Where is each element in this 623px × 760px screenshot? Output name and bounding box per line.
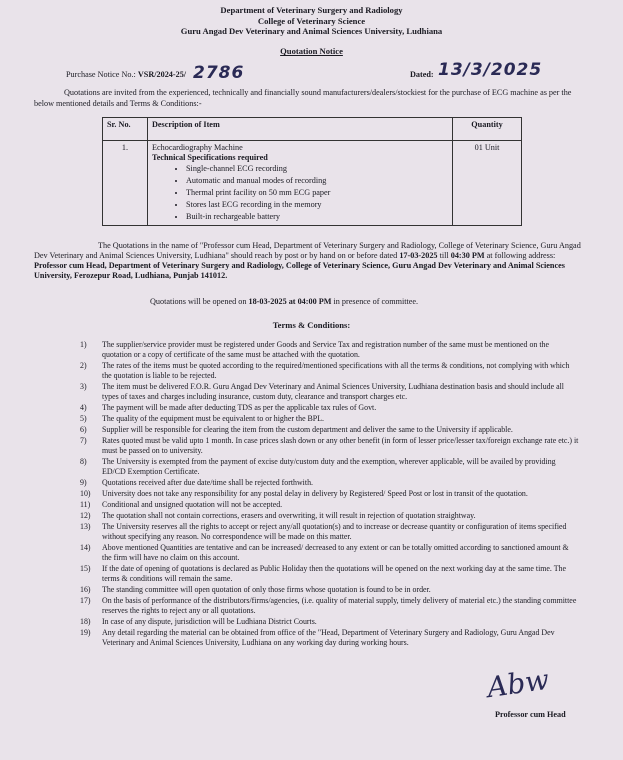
term-number: 12) (80, 511, 91, 521)
opening-text-2: in presence of committee. (331, 297, 419, 306)
term-item (80, 628, 580, 648)
spec-item: • Thermal print facility on 50 mm ECG paper (186, 187, 448, 199)
signatory-title: Professor cum Head (495, 710, 566, 719)
submission-deadline: 17-03-2025 (399, 251, 438, 260)
spec-item: • Automatic and manual modes of recording (186, 175, 448, 187)
term-number: 9) (80, 477, 87, 487)
term-number: 10) (80, 488, 91, 498)
term-text: On the basis of performance of the distributors/firms/agencies, (i.e. quality of material supply, timely delivery of material etc.) the standing committee reserves the rights to reject any or all quotations. (102, 595, 577, 615)
university-name: Guru Angad Dev Veterinary and Animal Sciences University, Ludhiana (180, 26, 443, 36)
term-text: The University reserves all the rights to accept or reject any/all quotation(s) and to increase or decrease quantity or configuration of items specified without specifying any reason. No correspondence will be made on this matter. (102, 522, 567, 541)
term-item (80, 478, 580, 488)
cell-description (148, 141, 453, 226)
opening-text-1: Quotations will be opened on (150, 297, 249, 306)
term-item (80, 596, 580, 616)
term-item (80, 340, 580, 360)
term-number: 13) (80, 522, 91, 532)
term-number: 15) (80, 563, 91, 573)
item-name: Echocardiography Machine (152, 143, 243, 152)
spec-list (152, 163, 448, 223)
cell-sr-no: 1. (103, 141, 148, 226)
term-text: Any detail regarding the material can be obtained from office of the "Head, Department of Veterinary Surgery and Radiology, Guru Angad Dev Veterinary and Animal Sciences University, Ludhiana on any working day during working hours. (102, 627, 555, 647)
term-item (80, 403, 580, 413)
term-text: The quality of the equipment must be equivalent to or higher the BPL. (102, 413, 324, 423)
term-number: 16) (80, 584, 91, 594)
term-item (80, 436, 580, 456)
term-text: Conditional and unsigned quotation will not be accepted. (102, 499, 283, 509)
term-text: Supplier will be responsible for clearing the item from the custom department and deliver the same to the University if applicable. (102, 424, 513, 434)
header-quantity: Quantity (453, 118, 522, 141)
notice-title: Quotation Notice (280, 46, 343, 56)
handwritten-date: 13/3/2025 (438, 60, 543, 80)
term-text: The standing committee will open quotation of only those firms whose quotation is found to be in order. (102, 584, 431, 594)
spec-item: • Single-channel ECG recording (186, 163, 448, 175)
table-header-row (103, 118, 522, 141)
term-text: The University is exempted from the payment of excise duty/custom duty and the exemption, wherever applicable, will be availed by providing ED/CD Exemption Certificate. (102, 456, 556, 476)
term-text: The item must be delivered F.O.R. Guru Angad Dev Veterinary and Animal Sciences University, Ludhiana destination basis and should include all types of taxes and charges including insurance, custom duty, clearance and transport charges etc. (102, 381, 564, 401)
purchase-notice-number (66, 70, 186, 79)
term-number: 7) (80, 435, 87, 445)
term-text: University does not take any responsibility for any postal delay in delivery by Registered/ Speed Post or lost in transit of the quotation. (102, 488, 528, 498)
tech-spec-heading: Technical Specifications required (152, 153, 268, 162)
term-number: 19) (80, 627, 91, 637)
purchase-notice-prefix: VSR/2024-25/ (137, 70, 187, 79)
term-number: 1) (80, 340, 87, 349)
term-item (80, 425, 580, 435)
submission-address: Professor cum Head, Department of Veterinary Surgery and Radiology, College of Veterinary Science, Guru Angad Dev Veterinary and Animal Sciences University, Ferozepur Road, Ludhiana, Punjab 141012. (34, 261, 565, 280)
letterhead (0, 5, 623, 37)
term-text: The supplier/service provider must be registered under Goods and Service Tax and registration number of the same must be mentioned on the quotation or a copy of certificate of the same must be attached with the quotation. (102, 340, 549, 359)
term-item (80, 382, 580, 402)
term-item (80, 585, 580, 595)
term-item (80, 564, 580, 584)
table-row (103, 141, 522, 226)
purchase-notice-label: Purchase Notice No.: (66, 70, 136, 79)
term-number: 3) (80, 381, 87, 391)
terms-list (80, 340, 580, 649)
submission-time: 04:30 PM (450, 251, 485, 260)
term-number: 2) (80, 360, 87, 370)
college-name: College of Veterinary Science (257, 15, 366, 26)
intro-paragraph: Quotations are invited from the experienced, technically and financially sound manufacturers/dealers/stockiest for the purchase of ECG machine as per the below mentioned details and Terms & Conditions:- (34, 88, 572, 108)
term-number: 6) (80, 424, 87, 434)
term-item (80, 489, 580, 499)
submission-paragraph (34, 241, 582, 281)
term-text: Rates quoted must be valid upto 1 month. In case prices slash down or any other benefit (in form of lesser price/lesser tax/foreign exchange rate etc.) it must be passed on to university. (102, 435, 579, 455)
term-number: 5) (80, 413, 87, 423)
term-item (80, 522, 580, 542)
terms-title: Terms & Conditions: (272, 320, 351, 330)
items-table (102, 117, 522, 226)
term-item (80, 543, 580, 563)
term-text: In case of any dispute, jurisdiction will be Ludhiana District Courts. (102, 616, 317, 626)
spec-item: • Stores last ECG recording in the memory (186, 199, 448, 211)
opening-paragraph (150, 297, 418, 307)
submission-text-1: The Quotations in the name of "Professor cum Head, Department of Veterinary Surgery and Radiology, College of Veterinary Science, Guru Angad Dev Veterinary and Animal Sciences University, Ludhiana" should reach by post or by hand on or before dated (34, 241, 581, 260)
opening-datetime: 18-03-2025 at 04:00 PM (248, 297, 332, 306)
term-text: The payment will be made after deducting TDS as per the applicable tax rules of Govt. (102, 402, 377, 412)
dated-label: Dated: (410, 70, 434, 79)
submission-text-3: at following address: (484, 251, 556, 260)
term-number: 8) (80, 456, 87, 466)
term-text: If the date of opening of quotations is declared as Public Holiday then the quotations will be opened on the next working day at the same time. The terms & conditions will remain the same. (102, 563, 566, 583)
term-number: 11) (80, 499, 91, 509)
term-text: Quotations received after due date/time shall be rejected forthwith. (102, 477, 313, 487)
term-text: The rates of the items must be quoted according to the required/mentioned specifications with all the terms & conditions, not complying with which the quotation is liable to be rejected. (102, 360, 570, 380)
handwritten-notice-number: 2786 (193, 63, 245, 83)
term-item (80, 457, 580, 477)
term-number: 14) (80, 543, 91, 552)
term-number: 18) (80, 616, 91, 626)
term-item (80, 617, 580, 627)
term-number: 4) (80, 402, 87, 412)
spec-item: • Built-in rechargeable battery (186, 211, 448, 223)
signature-scribble: Abw (485, 662, 552, 705)
term-number: 17) (80, 595, 91, 605)
term-text: Above mentioned Quantities are tentative and can be increased/ decreased to any extent or can be totally omitted according to sanctioned amount & the firm will have no claim on this account. (102, 543, 569, 562)
cell-quantity: 01 Unit (453, 141, 522, 226)
header-description: Description of Item (148, 118, 453, 141)
term-item (80, 361, 580, 381)
department-name: Department of Veterinary Surgery and Radiology (220, 5, 403, 15)
term-item (80, 511, 580, 521)
term-text: The quotation shall not contain corrections, erasers and overwriting, it will result in rejection of quotation straightway. (102, 511, 476, 521)
header-sr-no: Sr. No. (103, 118, 148, 141)
submission-text-2: till (437, 251, 451, 260)
term-item (80, 500, 580, 510)
term-item (80, 414, 580, 424)
